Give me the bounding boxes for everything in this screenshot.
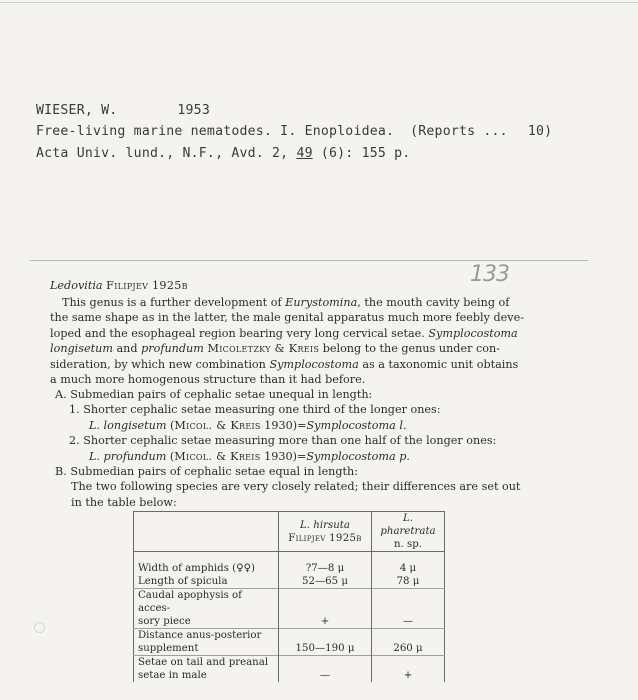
card-series: (Reports ... bbox=[410, 124, 508, 139]
table-row bbox=[134, 552, 445, 576]
value-pharetrata: + bbox=[372, 656, 445, 683]
table-row bbox=[134, 575, 445, 589]
card-title-line bbox=[36, 124, 552, 139]
cut-line bbox=[30, 260, 588, 261]
comparison-table bbox=[133, 511, 445, 682]
card-year: 1953 bbox=[177, 103, 210, 118]
card-issue-pages: (6): 155 p. bbox=[320, 146, 411, 161]
genus-name: Ledovitia bbox=[50, 279, 103, 292]
row-label: Distance anus-posterior supplement bbox=[134, 629, 279, 656]
value-pharetrata: 4 μ bbox=[399, 563, 417, 574]
key-line: 2. Shorter cephalic setae measuring more than one half of the longer ones: bbox=[69, 434, 497, 448]
row-label: Length of spicula bbox=[134, 575, 279, 589]
value-pharetrata: 78 μ bbox=[396, 576, 420, 587]
card-journal: Acta Univ. lund., N.F., Avd. 2, bbox=[36, 146, 289, 161]
row-label: Caudal apophysis of acces- sory piece bbox=[134, 589, 279, 629]
value-pharetrata: 260 μ bbox=[372, 629, 445, 656]
key-line: A. Submedian pairs of cephalic setae unequal in length: bbox=[55, 388, 373, 401]
table-row bbox=[134, 589, 445, 629]
paragraph-line: a much more homogenous structure than it had before. bbox=[50, 373, 366, 387]
key-line: B. Submedian pairs of cephalic setae equal in length: bbox=[55, 465, 359, 479]
top-rule bbox=[0, 2, 638, 3]
key-line: L. longisetum (Micol. & Kreis 1930)=Symplocostoma l. bbox=[89, 418, 407, 432]
table-header bbox=[134, 512, 445, 552]
table-row bbox=[134, 629, 445, 656]
row-label: Setae on tail and preanal setae in male bbox=[134, 656, 279, 683]
species-key bbox=[55, 387, 520, 510]
card-title: Free-living marine nematodes. I. Enoploidea. bbox=[36, 124, 395, 139]
paragraph-line: This genus is a further development of Eurystomina, the mouth cavity being of bbox=[62, 296, 510, 309]
value-hirsuta: 52—65 μ bbox=[279, 575, 372, 589]
card-journal-line bbox=[36, 146, 410, 161]
value-hirsuta: 150—190 μ bbox=[279, 629, 372, 656]
card-number: 10) bbox=[527, 124, 553, 139]
key-line: 1. Shorter cephalic setae measuring one third of the longer ones: bbox=[69, 403, 441, 417]
genus-description bbox=[50, 295, 524, 387]
punch-hole bbox=[34, 622, 45, 633]
card-author: WIESER, W. bbox=[36, 103, 118, 118]
card-volume: 49 bbox=[296, 146, 313, 161]
handwritten-number: 133 bbox=[470, 262, 509, 287]
key-line: The two following species are very closely related; their differences are set out bbox=[71, 480, 521, 494]
value-hirsuta: — bbox=[279, 656, 372, 683]
value-pharetrata: — bbox=[372, 589, 445, 629]
paragraph-line: sideration, by which new combination Symplocostoma as a taxonomic unit obtains bbox=[50, 357, 519, 371]
key-line: in the table below: bbox=[71, 495, 177, 509]
row-label: Width of amphids (♀♀) bbox=[134, 552, 279, 576]
paragraph-line: loped and the esophageal region bearing very long cervical setae. Symplocostoma bbox=[50, 326, 518, 340]
card-author-line bbox=[36, 103, 210, 118]
value-hirsuta: + bbox=[279, 589, 372, 629]
paragraph-line: the same shape as in the latter, the male genital apparatus much more feebly deve- bbox=[50, 311, 524, 325]
genus-heading bbox=[50, 278, 188, 293]
column-hirsuta: L. hirsuta Filipjev 1925b bbox=[279, 512, 372, 552]
column-pharetrata: L. pharetrata n. sp. bbox=[372, 512, 445, 552]
table-row bbox=[134, 656, 445, 683]
key-line: L. profundum (Micol. & Kreis 1930)=Symplocostoma p. bbox=[89, 449, 410, 463]
paragraph-line: longisetum and profundum Micoletzky & Kreis belong to the genus under con- bbox=[50, 342, 500, 356]
genus-authority: Filipjev 1925b bbox=[106, 279, 188, 292]
value-hirsuta: ?7—8 μ bbox=[279, 552, 372, 576]
